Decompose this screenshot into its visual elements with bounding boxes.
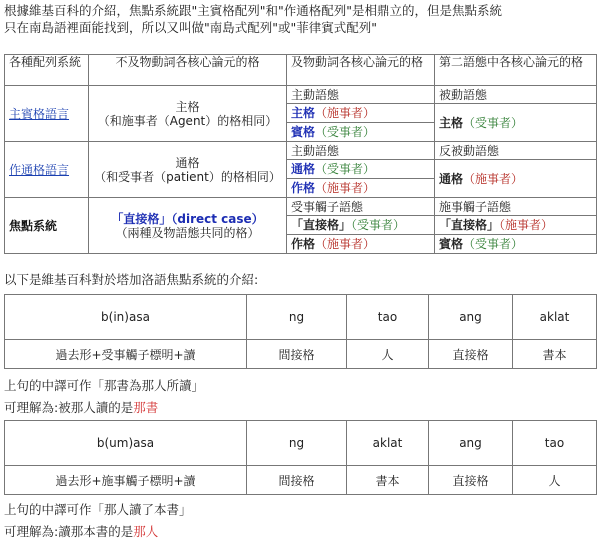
case-role-cell: 通格（施事者） (435, 160, 597, 198)
word-cell: tao (513, 421, 597, 466)
header-cell: 不及物動詞各核心論元的格 (89, 55, 287, 86)
table-row (5, 340, 597, 369)
case-role-cell: 作格（施事者） (287, 179, 435, 198)
voice-label: 主動語態 (287, 86, 435, 104)
alignment-comparison-table (4, 54, 597, 254)
intro-line-1: 根據維基百科的介紹，焦點系統跟"主賓格配列"和"作通格配列"是相鼎立的，但是焦點系統 (4, 3, 502, 18)
gloss-cell: 書本 (513, 340, 597, 369)
voice-label: 受事觸子語態 (287, 198, 435, 216)
translation-1: 上句的中譯可作「那書為那人所讀」 (4, 378, 205, 393)
system-link-nominative[interactable]: 主賓格語言 (5, 86, 89, 142)
voice-label: 主動語態 (287, 142, 435, 160)
translation-2: 上句的中譯可作「那人讀了本書」 (4, 502, 192, 517)
gloss-cell: 直接格 (429, 340, 513, 369)
word-cell: tao (347, 295, 429, 340)
case-role-cell: 主格（施事者） (287, 104, 435, 123)
header-cell: 及物動詞各核心論元的格 (287, 55, 435, 86)
header-cell: 各種配列系統 (5, 55, 89, 86)
table-header-row (5, 55, 597, 86)
word-cell: ang (429, 295, 513, 340)
system-label-focus: 焦點系統 (5, 198, 89, 254)
voice-label: 施事觸子語態 (435, 198, 597, 216)
gloss-cell: 過去形+受事觸子標明+讀 (5, 340, 247, 369)
gloss-cell: 直接格 (429, 466, 513, 495)
word-cell: aklat (513, 295, 597, 340)
word-cell: ang (429, 421, 513, 466)
case-role-cell: 「直接格」（施事者） (435, 216, 597, 235)
word-cell: ng (247, 295, 347, 340)
meaning-2: 可理解為:讀那本書的是那人 (4, 524, 159, 539)
intransitive-case-cell: 「直接格」（direct case） （兩種及物語態共同的格） (89, 198, 287, 254)
case-role-cell: 主格（受事者） (435, 104, 597, 142)
table-row (5, 421, 597, 466)
case-role-cell: 通格（受事者） (287, 160, 435, 179)
section-intro: 以下是維基百科對於塔加洛語焦點系統的介紹: (4, 272, 259, 287)
gloss-cell: 間接格 (247, 340, 347, 369)
intransitive-case-cell: 主格 （和施事者（Agent）的格相同） (89, 86, 287, 142)
gloss-cell: 人 (513, 466, 597, 495)
case-role-cell: 賓格（受事者） (435, 235, 597, 254)
voice-label: 被動語態 (435, 86, 597, 104)
intro-line-2: 只在南島語裡面能找到，所以又叫做"南島式配列"或"菲律賓式配列" (4, 20, 377, 35)
gloss-cell: 過去形+施事觸子標明+讀 (5, 466, 247, 495)
intro-text (4, 2, 594, 36)
meaning-1: 可理解為:被那人讀的是那書 (4, 400, 159, 415)
case-role-cell: 「直接格」（受事者） (287, 216, 435, 235)
example-1-table (4, 294, 597, 369)
word-cell: b(um)asa (5, 421, 247, 466)
example-2-table (4, 420, 597, 495)
word-cell: b(in)asa (5, 295, 247, 340)
voice-label: 反被動語態 (435, 142, 597, 160)
system-link-ergative[interactable]: 作通格語言 (5, 142, 89, 198)
header-cell: 第二語態中各核心論元的格 (435, 55, 597, 86)
word-cell: ng (247, 421, 347, 466)
table-row (5, 295, 597, 340)
table-row (5, 466, 597, 495)
gloss-cell: 書本 (347, 466, 429, 495)
case-role-cell: 作格（施事者） (287, 235, 435, 254)
gloss-cell: 人 (347, 340, 429, 369)
intransitive-case-cell: 通格 （和受事者（patient）的格相同） (89, 142, 287, 198)
word-cell: aklat (347, 421, 429, 466)
case-role-cell: 賓格（受事者） (287, 123, 435, 142)
gloss-cell: 間接格 (247, 466, 347, 495)
